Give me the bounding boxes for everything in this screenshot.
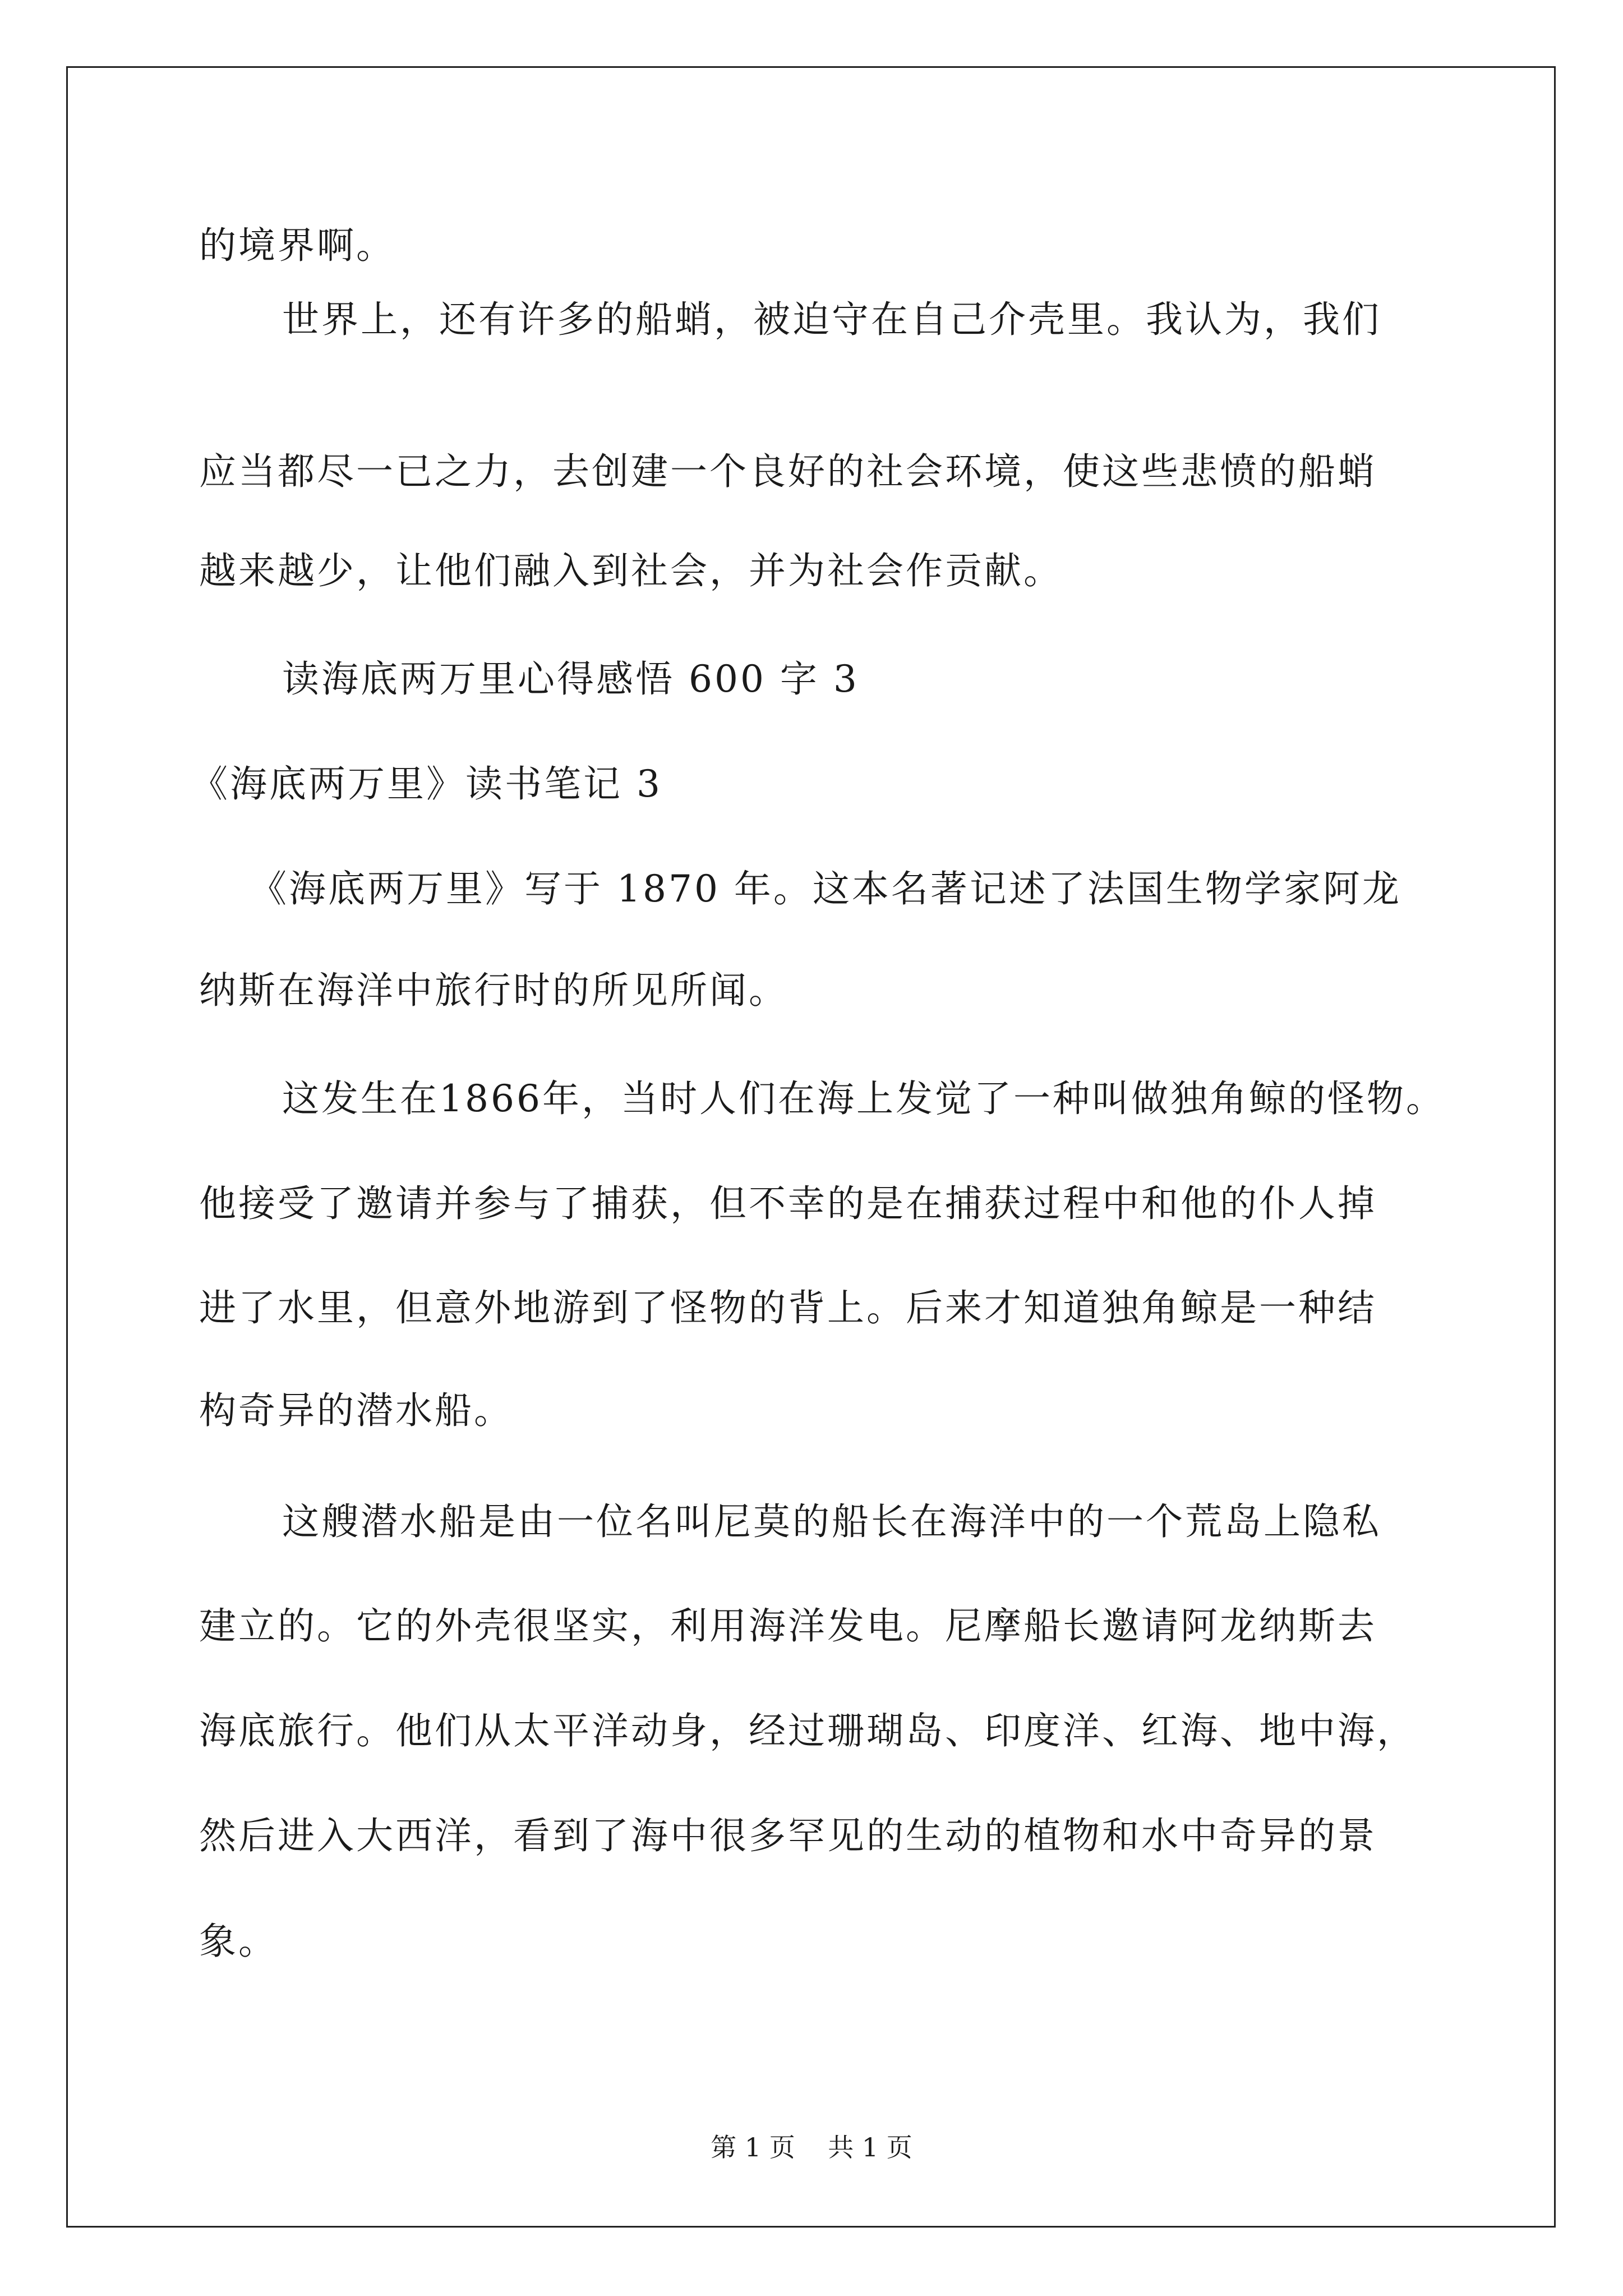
text-line: 的境界啊。 <box>199 224 395 267</box>
text-line: 这发生在1866年，当时人们在海上发觉了一种叫做独角鲸的怪物。 <box>282 1077 1445 1120</box>
text-line: 海底旅行。他们从太平洋动身，经过珊瑚岛、印度洋、红海、地中海， <box>199 1709 1416 1752</box>
text-line: 他接受了邀请并参与了捕获，但不幸的是在捕获过程中和他的仆人掉 <box>199 1182 1377 1225</box>
text-line: 《海底两万里》写于 1870 年。这本名著记述了法国生物学家阿龙 <box>250 867 1401 910</box>
text-line: 应当都尽一已之力，去创建一个良好的社会环境，使这些悲愤的船蛸 <box>199 450 1377 493</box>
text-line: 构奇异的潜水船。 <box>199 1389 513 1432</box>
section-heading: 《海底两万里》读书笔记 3 <box>191 762 662 806</box>
page-border <box>66 66 1556 2228</box>
text-line: 这艘潜水船是由一位名叫尼莫的船长在海洋中的一个荒岛上隐私 <box>282 1500 1381 1543</box>
text-line: 世界上，还有许多的船蛸，被迫守在自己介壳里。我认为，我们 <box>282 298 1381 341</box>
section-heading: 读海底两万里心得感悟 600 字 3 <box>282 657 859 701</box>
text-line: 纳斯在海洋中旅行时的所见所闻。 <box>199 969 788 1012</box>
text-line: 建立的。它的外壳很坚实，利用海洋发电。尼摩船长邀请阿龙纳斯去 <box>199 1604 1377 1648</box>
page-footer: 第 1 页 共 1 页 <box>711 2132 912 2162</box>
text-line: 象。 <box>199 1920 278 1963</box>
text-line: 然后进入大西洋，看到了海中很多罕见的生动的植物和水中奇异的景 <box>199 1814 1377 1857</box>
text-line: 越来越少，让他们融入到社会，并为社会作贡献。 <box>199 549 1063 592</box>
text-line: 进了水里，但意外地游到了怪物的背上。后来才知道独角鲸是一种结 <box>199 1286 1377 1329</box>
